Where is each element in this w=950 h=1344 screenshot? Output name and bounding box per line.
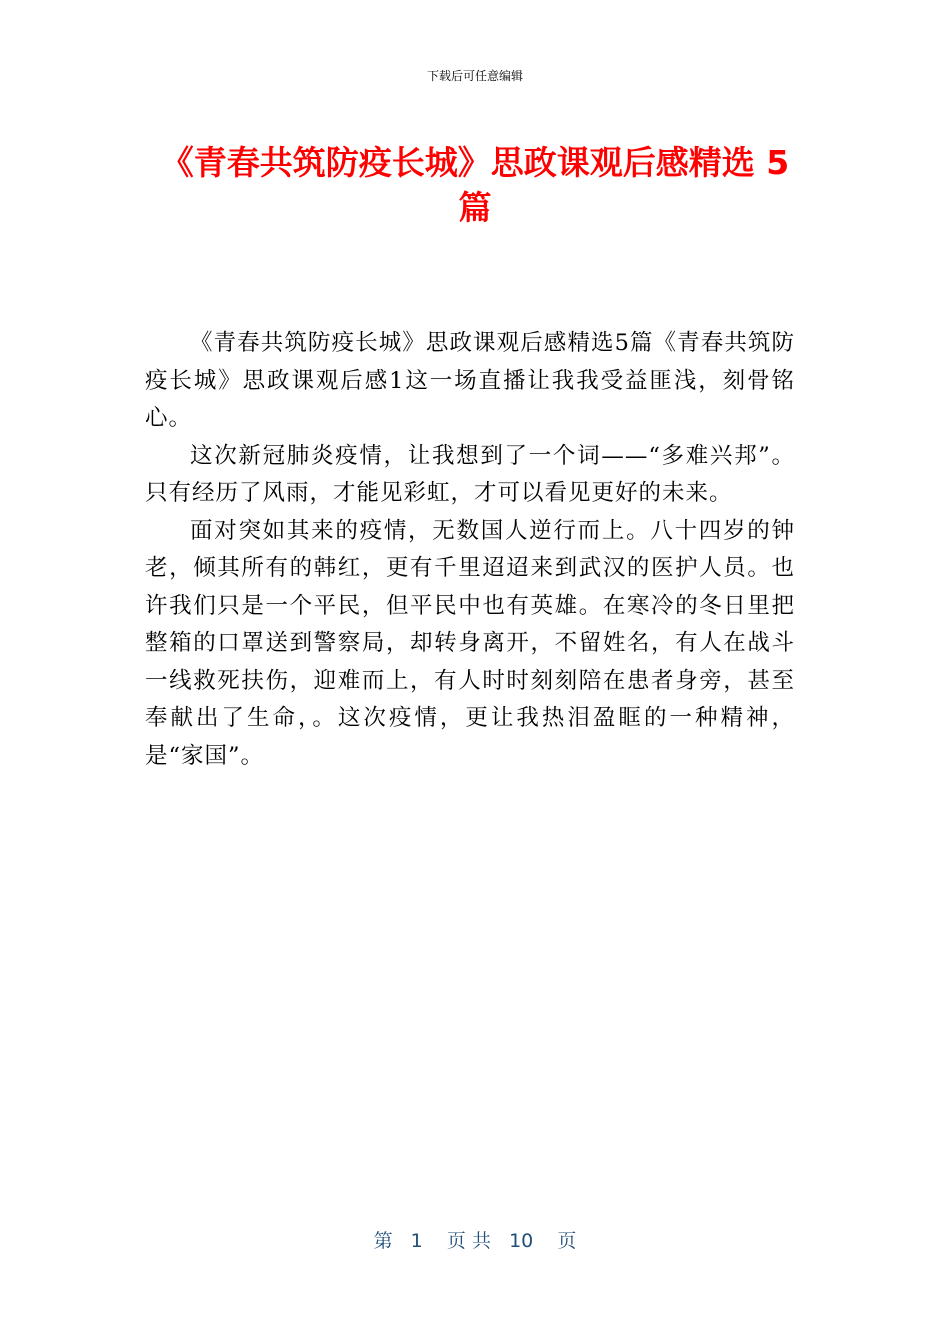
document-body	[145, 325, 795, 775]
document-title: 《青春共筑防疫长城》思政课观后感精选 5 篇	[160, 143, 790, 227]
header-note: 下载后可任意编辑	[426, 69, 523, 83]
page-number-footer: 第 1 页 共 10 页	[373, 1230, 577, 1252]
paragraph-1: 《青春共筑防疫长城》思政课观后感精选5篇《青春共筑防疫长城》思政课观后感1这一场直播让我我受益匪浅，刻骨铭心。	[145, 330, 795, 431]
paragraph-2: 这次新冠肺炎疫情，让我想到了一个词——“多难兴邦”。只有经历了风雨，才能见彩虹，才可以看见更好的未来。	[145, 442, 795, 506]
paragraph-3: 面对突如其来的疫情，无数国人逆行而上。八十四岁的钟老，倾其所有的韩红，更有千里迢迢来到武汉的医护人员。也许我们只是一个平民，但平民中也有英雄。在寒冷的冬日里把整箱的口罩送到警察局，却转身离开，不留姓名，有人在战斗一线救死扶伤，迎难而上，有人时时刻刻陪在患者身旁，甚至奉献出了生命，。这次疫情，更让我热泪盈眶的一种精神，是“家国”。	[145, 517, 795, 769]
